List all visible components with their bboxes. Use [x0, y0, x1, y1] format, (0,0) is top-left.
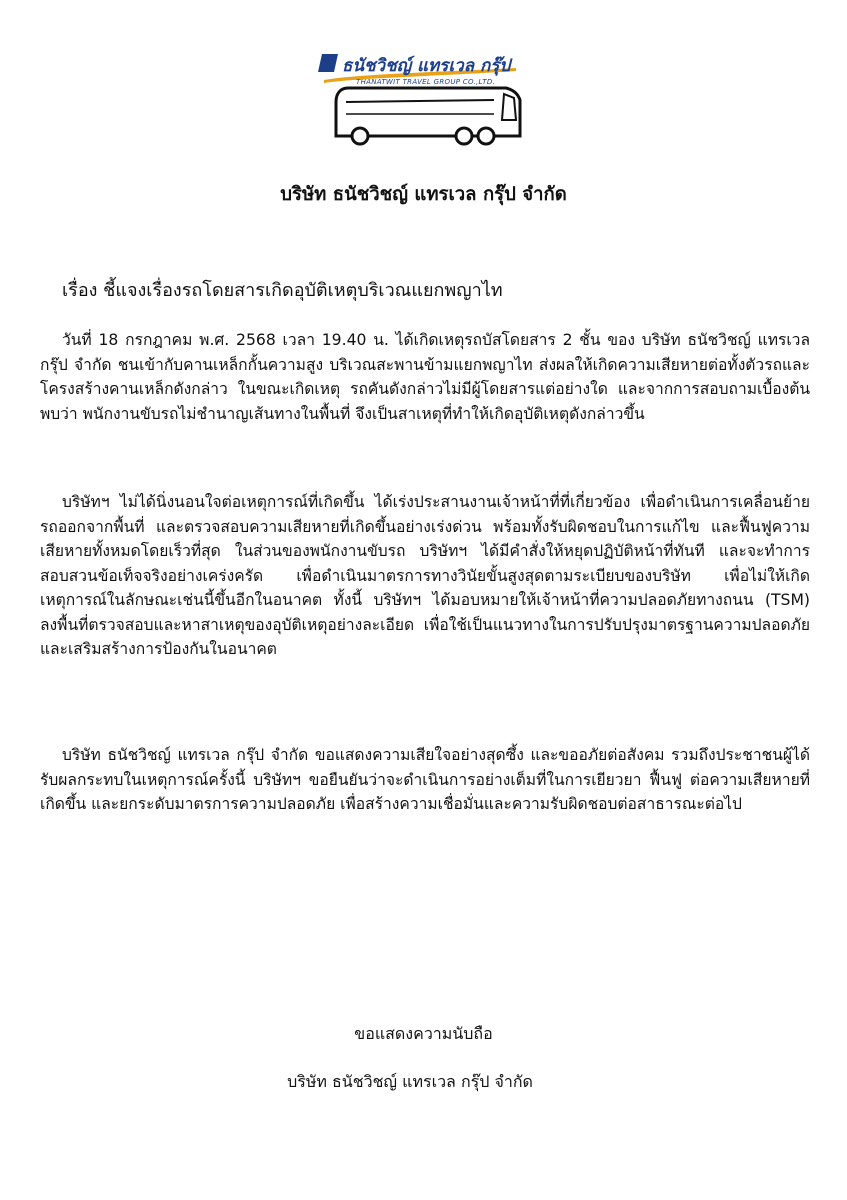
body-paragraph-1: [40, 328, 810, 426]
company-title: บริษัท ธนัชวิชญ์ แทรเวล กรุ๊ป จำกัด: [280, 184, 567, 205]
subject-line: เรื่อง ชี้แจงเรื่องรถโดยสารเกิดอุบัติเหตุบริเวณแยกพญาไท: [62, 280, 503, 301]
body-paragraph-2: [40, 490, 810, 662]
logo-brand-subtitle: THANATWIT TRAVEL GROUP CO.,LTD.: [356, 78, 496, 86]
paragraph-text: วันที่ 18 กรกฎาคม พ.ศ. 2568 เวลา 19.40 น. ได้เกิดเหตุรถบัสโดยสาร 2 ชั้น ของ บริษัท ธนัชวิชญ์ แทรเวล กรุ๊ป จำกัด ชนเข้ากับคานเหล็กกั้นความสูง บริเวณสะพานข้ามแยกพญาไท ส่งผลให้เกิดความเสียหายต่อทั้งตัวรถและโครงสร้างคานเหล็กดังกล่าว ในขณะเกิดเหตุ รถคันดังกล่าวไม่มีผู้โดยสารแต่อย่างใด และจากการสอบถามเบื้องต้นพบว่า พนักงานขับรถไม่ชำนาญเส้นทางในพื้นที่ จึงเป็นสาเหตุที่ทำให้เกิดอุบัติเหตุดังกล่าวขึ้น: [40, 331, 810, 423]
company-logo: [318, 50, 528, 150]
body-paragraph-3: [40, 743, 810, 817]
paragraph-text: บริษัท ธนัชวิชญ์ แทรเวล กรุ๊ป จำกัด ขอแสดงความเสียใจอย่างสุดซึ้ง และขออภัยต่อสังคม รวมถึงประชาชนผู้ได้รับผลกระทบในเหตุการณ์ครั้งนี้ บริษัทฯ ขอยืนยันว่าจะดำเนินการอย่างเต็มที่ในการเยียวยา ฟื้นฟู ต่อความเสียหายที่เกิดขึ้น และยกระดับมาตรการความปลอดภัย เพื่อสร้างความเชื่อมั่นและความรับผิดชอบต่อสาธารณะต่อไป: [40, 746, 810, 813]
closing-salutation: ขอแสดงความนับถือ: [354, 1024, 493, 1043]
logo-brand-name: ธนัชวิชญ์ แทรเวล กรุ๊ป: [342, 56, 511, 76]
signature-company: บริษัท ธนัชวิชญ์ แทรเวล กรุ๊ป จำกัด: [287, 1072, 533, 1091]
paragraph-text: บริษัทฯ ไม่ได้นิ่งนอนใจต่อเหตุการณ์ที่เกิดขึ้น ได้เร่งประสานงานเจ้าหน้าที่ที่เกี่ยวข้อง เพื่อดำเนินการเคลื่อนย้ายรถออกจากพื้นที่ และตรวจสอบความเสียหายที่เกิดขึ้นอย่างเร่งด่วน พร้อมทั้งรับผิดชอบในการแก้ไข และฟื้นฟูความเสียหายทั้งหมดโดยเร็วที่สุด ในส่วนของพนักงานขับรถ บริษัทฯ ได้มีคำสั่งให้หยุดปฏิบัติหน้าที่ทันที และจะทำการสอบสวนข้อเท็จจริงอย่างเคร่งครัด เพื่อดำเนินมาตรการทางวินัยขั้นสูงสุดตามระเบียบของบริษัท เพื่อไม่ให้เกิดเหตุการณ์ในลักษณะเช่นนี้ขึ้นอีกในอนาคต ทั้งนี้ บริษัทฯ ได้มอบหมายให้เจ้าหน้าที่ความปลอดภัยทางถนน (TSM) ลงพื้นที่ตรวจสอบและหาสาเหตุของอุบัติเหตุอย่างละเอียด เพื่อใช้เป็นแนวทางในการปรับปรุงมาตรฐานความปลอดภัย และเสริมสร้างการป้องกันในอนาคต: [40, 493, 810, 658]
